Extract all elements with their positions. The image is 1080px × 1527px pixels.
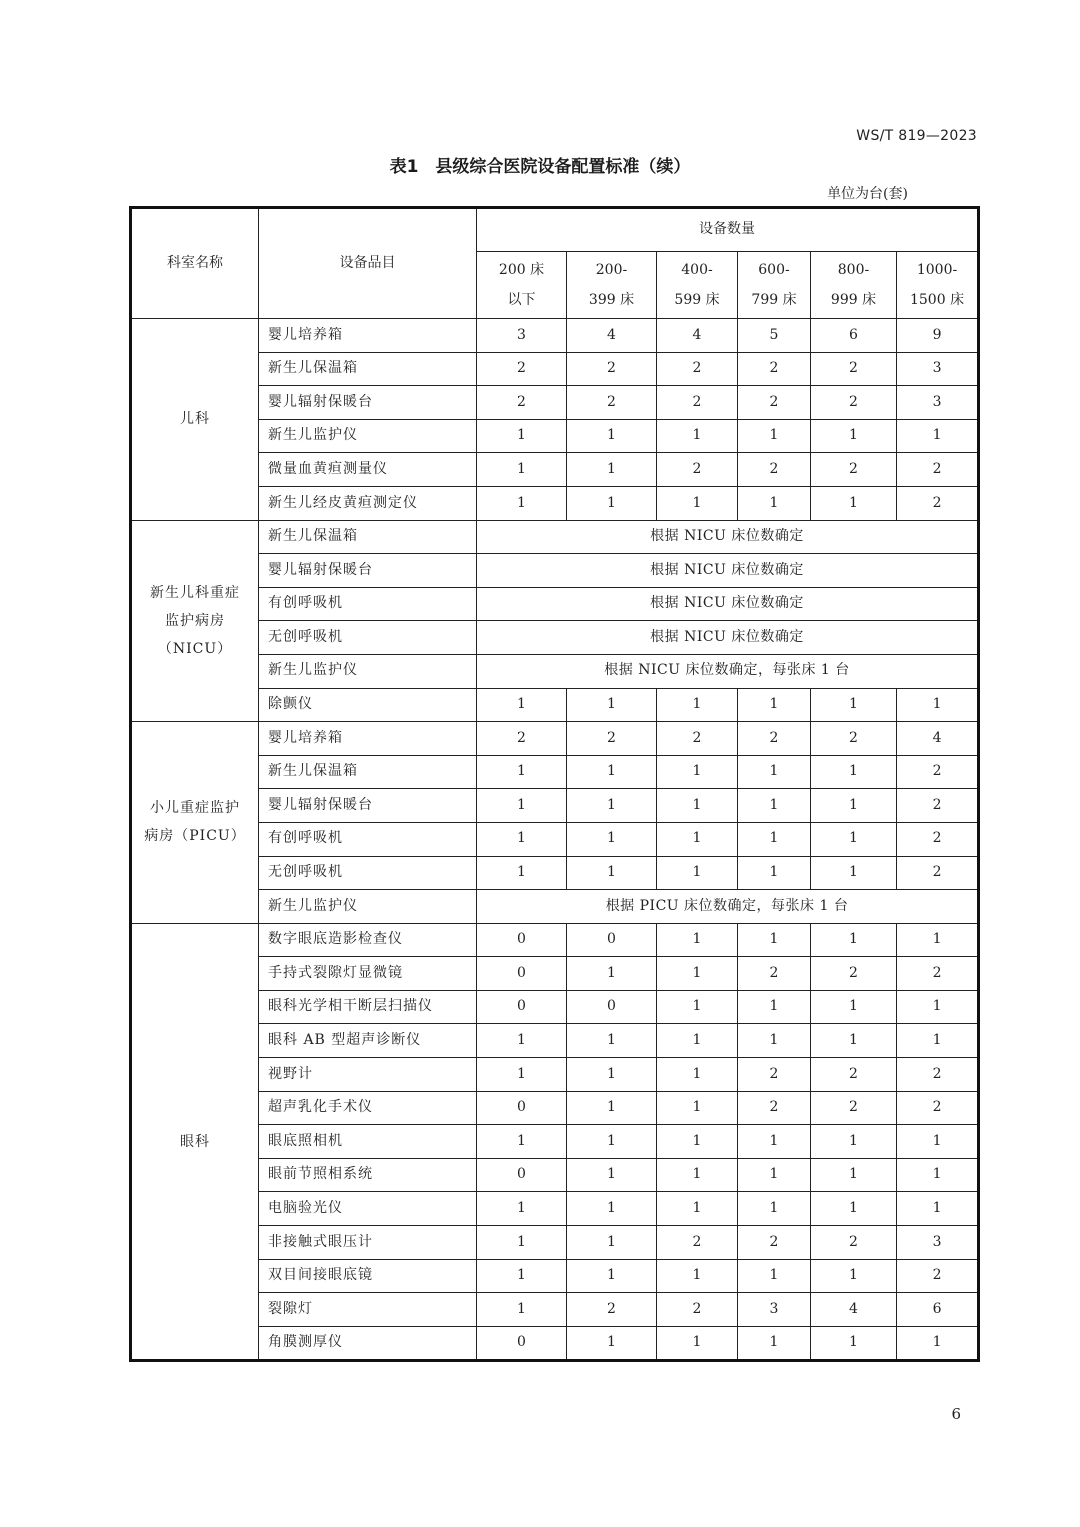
quantity-cell: 2: [897, 856, 979, 890]
bed-column-line1: 600-: [758, 262, 790, 278]
quantity-cell: 1: [567, 688, 657, 722]
quantity-cell: 1: [811, 755, 897, 789]
quantity-cell: 1: [477, 856, 567, 890]
quantity-cell: 1: [477, 1125, 567, 1159]
equipment-name-cell: 无创呼吸机: [259, 621, 477, 655]
equipment-name-cell: 新生儿监护仪: [259, 419, 477, 453]
bed-column-line2: 799 床: [751, 292, 797, 308]
quantity-cell: 2: [811, 1226, 897, 1260]
quantity-cell: 4: [897, 722, 979, 756]
quantity-cell: 6: [811, 319, 897, 353]
quantity-cell: 1: [657, 822, 738, 856]
table-row: [131, 890, 979, 924]
quantity-cell: 1: [811, 1192, 897, 1226]
equipment-name-cell: 婴儿辐射保暖台: [259, 386, 477, 420]
quantity-cell: 1: [897, 688, 979, 722]
quantity-cell: 1: [738, 755, 811, 789]
table-row: [131, 1192, 979, 1226]
dept-cell: [131, 520, 259, 722]
equipment-name-cell: 新生儿监护仪: [259, 890, 477, 924]
table-row: [131, 1226, 979, 1260]
bed-column-line2: 399 床: [588, 292, 635, 308]
quantity-cell: 1: [567, 822, 657, 856]
table-row: [131, 957, 979, 991]
quantity-cell: 4: [567, 319, 657, 353]
quantity-cell: 1: [477, 688, 567, 722]
table-row: [131, 319, 979, 353]
quantity-group-header: 设备数量: [477, 208, 979, 252]
quantity-cell: 1: [738, 822, 811, 856]
quantity-cell: 1: [738, 789, 811, 823]
quantity-cell: 2: [897, 755, 979, 789]
quantity-cell: 2: [897, 789, 979, 823]
bed-column-line2: 599 床: [674, 292, 720, 308]
equipment-standard-table: [129, 206, 980, 1362]
equipment-name-cell: 超声乳化手术仪: [259, 1091, 477, 1125]
quantity-cell: 5: [738, 319, 811, 353]
standard-code: WS/T 819—2023: [856, 128, 977, 144]
quantity-cell: 1: [897, 990, 979, 1024]
quantity-cell: 1: [567, 453, 657, 487]
quantity-cell: 1: [477, 822, 567, 856]
quantity-cell: 1: [657, 1058, 738, 1092]
quantity-cell: 1: [897, 1125, 979, 1159]
quantity-cell: 1: [657, 1326, 738, 1361]
equipment-name-cell: 婴儿辐射保暖台: [259, 789, 477, 823]
quantity-cell: 1: [477, 1192, 567, 1226]
equipment-name-cell: 角膜测厚仪: [259, 1326, 477, 1361]
quantity-cell: 2: [657, 1293, 738, 1327]
quantity-cell: 1: [811, 1024, 897, 1058]
quantity-cell: 3: [477, 319, 567, 353]
bed-column-line2: 以下: [507, 292, 536, 308]
table-row: [131, 755, 979, 789]
quantity-cell: 1: [567, 1058, 657, 1092]
dept-name-line: 小儿重症监护: [150, 800, 240, 817]
quantity-cell: 1: [811, 990, 897, 1024]
quantity-cell: 2: [811, 453, 897, 487]
bed-column-line1: 200-: [595, 262, 628, 278]
quantity-cell: 0: [477, 1091, 567, 1125]
quantity-cell: 0: [477, 1158, 567, 1192]
quantity-cell: 1: [477, 1024, 567, 1058]
bed-column-line1: 800-: [837, 262, 870, 278]
quantity-cell: 1: [897, 419, 979, 453]
quantity-cell: 1: [811, 1326, 897, 1361]
quantity-cell: 1: [657, 486, 738, 520]
quantity-note-cell: 根据 NICU 床位数确定: [477, 621, 979, 655]
table-row: [131, 386, 979, 420]
quantity-cell: 2: [738, 722, 811, 756]
quantity-cell: 2: [567, 352, 657, 386]
table-row: [131, 856, 979, 890]
equipment-name-cell: 新生儿保温箱: [259, 520, 477, 554]
equipment-name-cell: 眼科光学相干断层扫描仪: [259, 990, 477, 1024]
quantity-cell: 1: [657, 789, 738, 823]
table-row: [131, 1259, 979, 1293]
quantity-cell: 1: [567, 789, 657, 823]
dept-cell: [131, 923, 259, 1361]
quantity-cell: 0: [477, 990, 567, 1024]
table-row: [131, 554, 979, 588]
dept-name-line: （NICU）: [157, 640, 233, 657]
item-column-header: 设备品目: [259, 208, 477, 319]
quantity-cell: 1: [567, 1091, 657, 1125]
quantity-cell: 2: [738, 1091, 811, 1125]
equipment-name-cell: 裂隙灯: [259, 1293, 477, 1327]
quantity-cell: 1: [567, 419, 657, 453]
quantity-note-cell: 根据 NICU 床位数确定: [477, 520, 979, 554]
quantity-cell: 1: [738, 1024, 811, 1058]
quantity-cell: 1: [657, 1024, 738, 1058]
quantity-cell: 2: [477, 386, 567, 420]
bed-column-header: [738, 252, 811, 319]
table-row: [131, 1024, 979, 1058]
equipment-name-cell: 手持式裂隙灯显微镜: [259, 957, 477, 991]
quantity-cell: 1: [738, 1192, 811, 1226]
table-row: [131, 1158, 979, 1192]
quantity-cell: 1: [477, 419, 567, 453]
equipment-name-cell: 眼前节照相系统: [259, 1158, 477, 1192]
bed-column-header: [567, 252, 657, 319]
quantity-cell: 1: [657, 923, 738, 957]
quantity-cell: 1: [567, 1158, 657, 1192]
quantity-cell: 2: [897, 453, 979, 487]
quantity-cell: 1: [657, 856, 738, 890]
quantity-cell: 2: [567, 386, 657, 420]
table-row: [131, 822, 979, 856]
quantity-cell: 2: [897, 1058, 979, 1092]
quantity-cell: 2: [897, 957, 979, 991]
quantity-cell: 1: [811, 1158, 897, 1192]
quantity-cell: 1: [811, 1259, 897, 1293]
quantity-cell: 6: [897, 1293, 979, 1327]
equipment-name-cell: 微量血黄疸测量仪: [259, 453, 477, 487]
equipment-name-cell: 非接触式眼压计: [259, 1226, 477, 1260]
quantity-cell: 1: [657, 1259, 738, 1293]
quantity-cell: 2: [657, 386, 738, 420]
quantity-cell: 1: [567, 856, 657, 890]
quantity-note-cell: 根据 PICU 床位数确定，每张床 1 台: [477, 890, 979, 924]
quantity-cell: 2: [811, 1091, 897, 1125]
table-row: [131, 789, 979, 823]
quantity-cell: 1: [567, 1326, 657, 1361]
quantity-cell: 3: [897, 1226, 979, 1260]
bed-column-line1: 400-: [681, 262, 713, 278]
quantity-cell: 1: [657, 1091, 738, 1125]
quantity-cell: 2: [897, 1091, 979, 1125]
table-row: [131, 923, 979, 957]
quantity-cell: 1: [811, 789, 897, 823]
equipment-name-cell: 数字眼底造影检查仪: [259, 923, 477, 957]
quantity-cell: 1: [477, 789, 567, 823]
dept-name-line: 病房（PICU）: [144, 828, 246, 845]
quantity-cell: 1: [657, 1158, 738, 1192]
quantity-cell: 2: [811, 1058, 897, 1092]
quantity-cell: 1: [897, 1326, 979, 1361]
equipment-name-cell: 眼科 AB 型超声诊断仪: [259, 1024, 477, 1058]
quantity-cell: 2: [477, 352, 567, 386]
quantity-cell: 1: [657, 957, 738, 991]
equipment-name-cell: 有创呼吸机: [259, 822, 477, 856]
quantity-note-cell: 根据 NICU 床位数确定，每张床 1 台: [477, 654, 979, 688]
table-row: [131, 587, 979, 621]
equipment-name-cell: 新生儿保温箱: [259, 755, 477, 789]
bed-column-header: [657, 252, 738, 319]
table-row: [131, 419, 979, 453]
quantity-cell: 1: [657, 688, 738, 722]
equipment-name-cell: 眼底照相机: [259, 1125, 477, 1159]
quantity-cell: 1: [897, 923, 979, 957]
table-body: [131, 319, 979, 1361]
quantity-cell: 2: [738, 1226, 811, 1260]
quantity-cell: 1: [738, 1158, 811, 1192]
quantity-cell: 1: [567, 1024, 657, 1058]
dept-cell: [131, 722, 259, 924]
table-row: [131, 486, 979, 520]
equipment-name-cell: 新生儿监护仪: [259, 654, 477, 688]
dept-name-line: 监护病房: [165, 612, 225, 629]
quantity-cell: 2: [657, 722, 738, 756]
bed-column-line2: 1500 床: [909, 292, 965, 308]
quantity-cell: 3: [897, 386, 979, 420]
quantity-cell: 1: [897, 1192, 979, 1226]
page-number: 6: [951, 1405, 961, 1423]
table-row: [131, 1058, 979, 1092]
equipment-name-cell: 新生儿保温箱: [259, 352, 477, 386]
quantity-cell: 1: [477, 1293, 567, 1327]
quantity-cell: 1: [567, 755, 657, 789]
equipment-name-cell: 视野计: [259, 1058, 477, 1092]
bed-column-header: [477, 252, 567, 319]
quantity-cell: 2: [567, 1293, 657, 1327]
quantity-cell: 1: [738, 990, 811, 1024]
equipment-name-cell: 有创呼吸机: [259, 587, 477, 621]
quantity-cell: 1: [477, 486, 567, 520]
quantity-cell: 4: [657, 319, 738, 353]
quantity-cell: 1: [567, 1226, 657, 1260]
quantity-cell: 1: [477, 453, 567, 487]
equipment-name-cell: 电脑验光仪: [259, 1192, 477, 1226]
dept-name-line: 眼科: [180, 1133, 210, 1150]
dept-cell: [131, 319, 259, 521]
quantity-cell: 1: [738, 856, 811, 890]
quantity-cell: 2: [811, 386, 897, 420]
bed-column-header: [811, 252, 897, 319]
quantity-cell: 0: [477, 1326, 567, 1361]
quantity-cell: 1: [657, 419, 738, 453]
bed-column-line1: 1000-: [916, 262, 958, 278]
table-row: [131, 1293, 979, 1327]
quantity-cell: 0: [477, 923, 567, 957]
quantity-cell: 1: [738, 419, 811, 453]
quantity-cell: 2: [477, 722, 567, 756]
quantity-cell: 1: [897, 1024, 979, 1058]
quantity-cell: 1: [897, 1158, 979, 1192]
equipment-name-cell: 婴儿培养箱: [259, 722, 477, 756]
table-row: [131, 1091, 979, 1125]
quantity-cell: 1: [567, 1259, 657, 1293]
quantity-cell: 2: [897, 1259, 979, 1293]
quantity-cell: 2: [738, 1058, 811, 1092]
quantity-cell: 2: [897, 822, 979, 856]
quantity-cell: 2: [657, 352, 738, 386]
quantity-cell: 1: [477, 1058, 567, 1092]
quantity-cell: 1: [657, 1192, 738, 1226]
table-row: [131, 621, 979, 655]
quantity-cell: 1: [738, 688, 811, 722]
quantity-cell: 1: [738, 923, 811, 957]
quantity-cell: 2: [738, 352, 811, 386]
equipment-name-cell: 除颤仪: [259, 688, 477, 722]
quantity-cell: 3: [738, 1293, 811, 1327]
dept-name-line: 儿科: [180, 411, 210, 428]
quantity-cell: 2: [897, 486, 979, 520]
quantity-cell: 2: [738, 957, 811, 991]
quantity-note-cell: 根据 NICU 床位数确定: [477, 587, 979, 621]
quantity-cell: 9: [897, 319, 979, 353]
equipment-name-cell: 双目间接眼底镜: [259, 1259, 477, 1293]
quantity-cell: 1: [477, 755, 567, 789]
quantity-cell: 1: [657, 755, 738, 789]
quantity-note-cell: 根据 NICU 床位数确定: [477, 554, 979, 588]
quantity-cell: 2: [567, 722, 657, 756]
table-row: [131, 688, 979, 722]
quantity-cell: 0: [567, 923, 657, 957]
quantity-cell: 0: [567, 990, 657, 1024]
table-row: [131, 1125, 979, 1159]
bed-column-line2: 999 床: [830, 292, 877, 308]
dept-name-line: 新生儿科重症: [150, 584, 240, 601]
quantity-cell: 2: [811, 957, 897, 991]
quantity-cell: 2: [811, 352, 897, 386]
quantity-cell: 2: [738, 453, 811, 487]
quantity-cell: 1: [657, 1125, 738, 1159]
quantity-cell: 2: [657, 1226, 738, 1260]
equipment-name-cell: 无创呼吸机: [259, 856, 477, 890]
bed-column-header: [897, 252, 979, 319]
quantity-cell: 1: [811, 1125, 897, 1159]
quantity-cell: 1: [738, 1326, 811, 1361]
table-row: [131, 352, 979, 386]
unit-note: 单位为台(套): [827, 186, 908, 202]
bed-column-line1: 200 床: [498, 262, 545, 278]
table-title: 表1 县级综合医院设备配置标准（续）: [389, 157, 691, 177]
quantity-cell: 1: [567, 1125, 657, 1159]
table-row: [131, 990, 979, 1024]
quantity-cell: 1: [811, 419, 897, 453]
quantity-cell: 1: [811, 856, 897, 890]
quantity-cell: 1: [567, 486, 657, 520]
quantity-cell: 1: [811, 923, 897, 957]
quantity-cell: 1: [811, 486, 897, 520]
quantity-cell: 0: [477, 957, 567, 991]
quantity-cell: 1: [738, 486, 811, 520]
quantity-cell: 1: [738, 1125, 811, 1159]
table-row: [131, 654, 979, 688]
equipment-name-cell: 婴儿培养箱: [259, 319, 477, 353]
table-row: [131, 520, 979, 554]
quantity-cell: 4: [811, 1293, 897, 1327]
quantity-cell: 1: [657, 990, 738, 1024]
quantity-cell: 1: [811, 822, 897, 856]
quantity-cell: 1: [477, 1226, 567, 1260]
quantity-cell: 1: [567, 957, 657, 991]
equipment-name-cell: 婴儿辐射保暖台: [259, 554, 477, 588]
quantity-cell: 2: [738, 386, 811, 420]
dept-column-header: 科室名称: [131, 208, 259, 319]
quantity-cell: 1: [811, 688, 897, 722]
quantity-cell: 3: [897, 352, 979, 386]
quantity-cell: 1: [738, 1259, 811, 1293]
table-row: [131, 453, 979, 487]
table-header: [131, 208, 979, 319]
equipment-name-cell: 新生儿经皮黄疸测定仪: [259, 486, 477, 520]
table-row: [131, 722, 979, 756]
quantity-cell: 2: [811, 722, 897, 756]
quantity-cell: 1: [477, 1259, 567, 1293]
quantity-cell: 2: [657, 453, 738, 487]
quantity-cell: 1: [567, 1192, 657, 1226]
table-row: [131, 1326, 979, 1361]
